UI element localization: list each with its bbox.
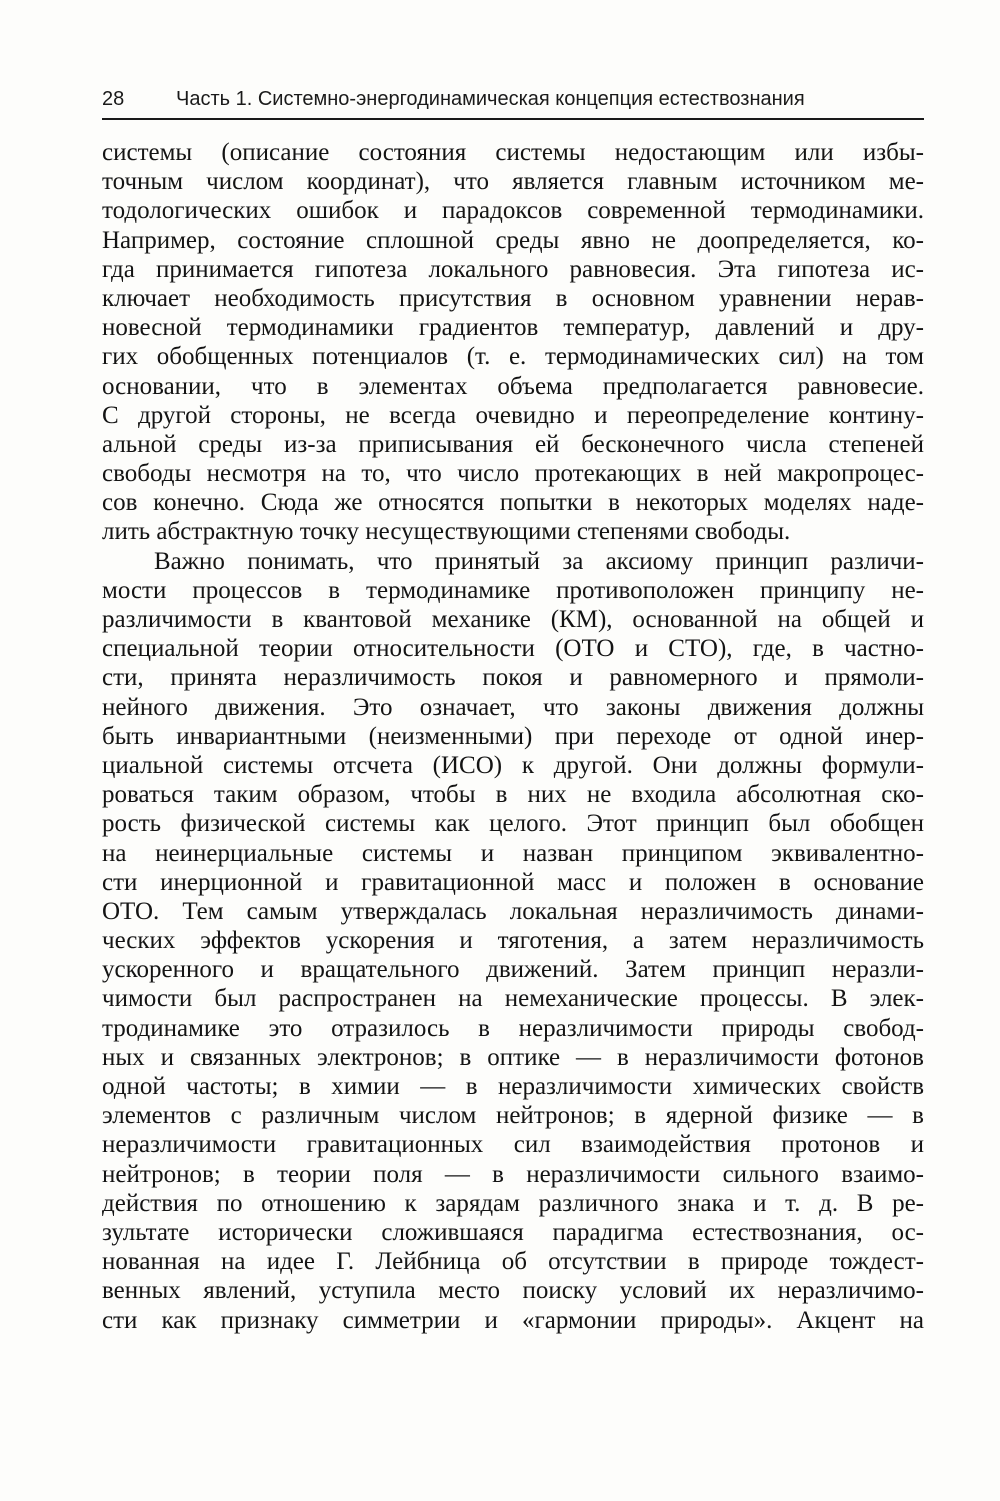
page-number: 28 xyxy=(102,88,125,110)
paragraph xyxy=(102,138,924,547)
text-line: роваться таким образом, чтобы в них не входила абсолютная ско- xyxy=(102,781,924,809)
text-line: чимости был распространен на немеханические процессы. В элек- xyxy=(102,985,924,1013)
text-line: сти инерционной и гравитационной масс и положен в основание xyxy=(102,868,924,896)
text-line: гда принимается гипотеза локального равновесия. Эта гипотеза ис- xyxy=(102,255,924,283)
text-line: элементов с различным числом нейтронов; в ядерной физике — в xyxy=(102,1102,924,1130)
text-line: рость физической системы как целого. Этот принцип был обобщен xyxy=(102,810,924,838)
text-line: действия по отношению к зарядам различного знака и т. д. В ре- xyxy=(102,1189,924,1217)
text-line: ускоренного и вращательного движений. Затем принцип неразли- xyxy=(102,956,924,984)
text-line: мости процессов в термодинамике противоположен принципу не- xyxy=(102,576,924,604)
text-line: тродинамике это отразилось в неразличимости природы свобод- xyxy=(102,1014,924,1042)
text-line: сти как признаку симметрии и «гармонии природы». Акцент на xyxy=(102,1306,924,1334)
text-line: ключает необходимость присутствия в основном уравнении нерав- xyxy=(102,284,924,312)
text-line: зультате исторически сложившаяся парадигма естествознания, ос- xyxy=(102,1218,924,1246)
text-line: на неинерциальные системы и назван принципом эквивалентно- xyxy=(102,839,924,867)
text-line: неразличимости гравитационных сил взаимодействия протонов и xyxy=(102,1131,924,1159)
text-line: С другой стороны, не всегда очевидно и переопределение контину- xyxy=(102,401,924,429)
text-line: Важно понимать, что принятый за аксиому принцип различи- xyxy=(154,547,924,575)
text-line: точным числом координат), что является главным источником ме- xyxy=(102,168,924,196)
text-line: основании, что в элементах объема предполагается равновесие. xyxy=(102,372,924,400)
text-line: нованная на идее Г. Лейбница об отсутствии в природе тождест- xyxy=(102,1248,924,1276)
page-header xyxy=(102,88,924,118)
text-line: сов конечно. Сюда же относятся попытки в некоторых моделях наде- xyxy=(102,489,924,517)
text-line: ческих эффектов ускорения и тяготения, а затем неразличимость xyxy=(102,927,924,955)
text-line: ных и связанных электронов; в оптике — в неразличимости фотонов xyxy=(102,1043,924,1071)
running-title: Часть 1. Системно-энергодинамическая концепция естествознания xyxy=(176,88,805,110)
text-line: специальной теории относительности (ОТО и СТО), где, в частно- xyxy=(102,635,924,663)
text-line: гих обобщенных потенциалов (т. е. термодинамических сил) на том xyxy=(102,343,924,371)
text-line: венных явлений, уступила место поиску условий их неразличимо- xyxy=(102,1277,924,1305)
paragraph xyxy=(102,547,924,1335)
text-line: тодологических ошибок и парадоксов современной термодинамики. xyxy=(102,197,924,225)
text-line: одной частоты; в химии — в неразличимости химических свойств xyxy=(102,1073,924,1100)
text-line: сти, принята неразличимость покоя и равномерного и прямоли- xyxy=(102,664,924,692)
text-line: свободы несмотря на то, что число протекающих в ней макропроцес- xyxy=(102,460,924,488)
text-line: новесной термодинамики градиентов температур, давлений и дру- xyxy=(102,314,924,342)
text-line: ОТО. Тем самым утверждалась локальная неразличимость динами- xyxy=(102,897,924,925)
header-rule xyxy=(102,118,924,120)
text-line: быть инвариантными (неизменными) при переходе от одной инер- xyxy=(102,722,924,750)
text-line: Например, состояние сплошной среды явно не доопределяется, ко- xyxy=(102,226,924,254)
body-text xyxy=(102,138,924,1335)
text-line: альной среды из-за приписывания ей бесконечного числа степеней xyxy=(102,430,924,458)
text-line: различимости в квантовой механике (КМ), основанной на общей и xyxy=(102,606,924,633)
text-line: лить абстрактную точку несуществующими степенями свободы. xyxy=(102,518,791,546)
text-line: циальной системы отсчета (ИСО) к другой. Они должны формули- xyxy=(102,751,924,779)
text-line: нейтронов; в теории поля — в неразличимости сильного взаимо- xyxy=(102,1160,924,1188)
text-line: системы (описание состояния системы недостающим или избы- xyxy=(102,139,924,166)
text-line: нейного движения. Это означает, что законы движения должны xyxy=(102,693,924,721)
